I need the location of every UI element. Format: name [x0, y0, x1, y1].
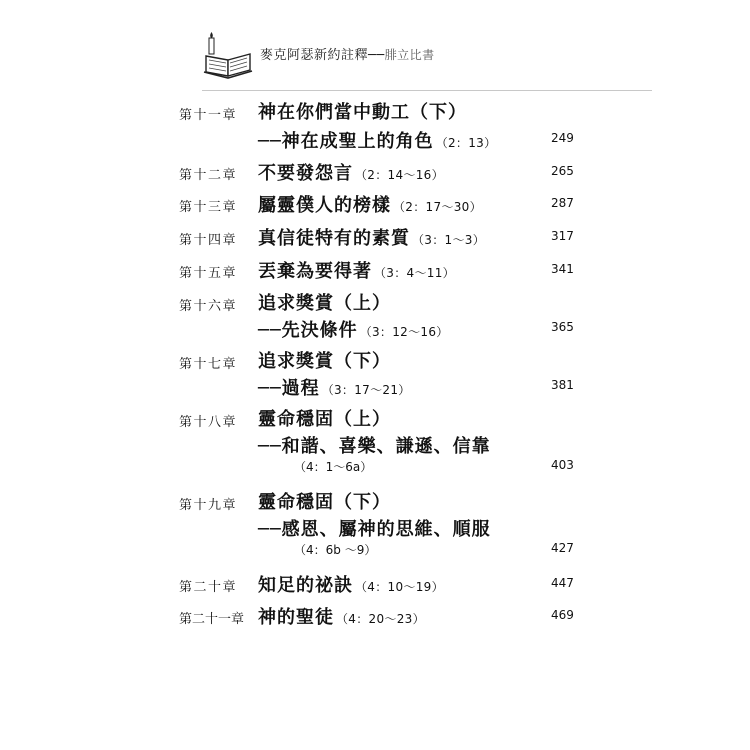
- chapter-title-line: [258, 347, 391, 373]
- book-title: 腓立比書: [384, 48, 435, 62]
- chapter-title: 知足的祕訣: [258, 575, 353, 596]
- chapter-subtitle-line: [258, 374, 411, 400]
- chapter-title-line: [258, 98, 467, 124]
- page-number: 365: [551, 320, 574, 334]
- chapter-number: 第十七章: [179, 357, 238, 372]
- chapter-subtitle: ──感恩、屬神的思維、順服: [258, 519, 491, 540]
- chapter-title-line: [258, 603, 425, 629]
- page-number: 381: [551, 378, 574, 392]
- chapter-number: 第十九章: [179, 498, 238, 513]
- chapter-subtitle: ──和諧、喜樂、謙遜、信靠: [258, 436, 491, 457]
- chapter-subtitle-line: [258, 515, 491, 541]
- page-number: 249: [551, 131, 574, 145]
- chapter-title: 神的聖徒: [258, 607, 334, 628]
- chapter-subtitle: ──神在成聖上的角色: [258, 131, 434, 152]
- page-number: 427: [551, 541, 574, 555]
- chapter-title-line: [258, 191, 482, 217]
- chapter-number: 第十八章: [179, 415, 238, 430]
- chapter-number: 第十四章: [179, 233, 238, 248]
- chapter-title-line: [258, 159, 444, 185]
- chapter-title-line: [258, 289, 391, 315]
- scripture-reference: （2：14～16）: [355, 168, 444, 182]
- scripture-reference: （2：17～30）: [393, 200, 482, 214]
- chapter-title: 追求獎賞（上）: [258, 293, 391, 314]
- scripture-reference: （4：6b ～9）: [294, 543, 377, 557]
- page-number: 403: [551, 458, 574, 472]
- chapter-title-line: [258, 571, 444, 597]
- scripture-reference: （3：4～11）: [374, 266, 455, 280]
- scripture-reference: （4：1～6a）: [294, 460, 373, 474]
- chapter-subtitle-line: [258, 432, 491, 458]
- chapter-number: 第十五章: [179, 266, 238, 281]
- scripture-reference: （4：10～19）: [355, 580, 444, 594]
- chapter-subtitle: ──先決條件: [258, 320, 358, 341]
- chapter-subtitle: ──過程: [258, 378, 320, 399]
- chapter-title: 真信徒特有的素質: [258, 228, 410, 249]
- page-number: 287: [551, 196, 574, 210]
- page-number: 447: [551, 576, 574, 590]
- chapter-number: 第二十一章: [179, 612, 245, 627]
- page-number: 317: [551, 229, 574, 243]
- chapter-number: 第十六章: [179, 299, 238, 314]
- scripture-reference: （3：12～16）: [359, 325, 449, 339]
- page-number: 341: [551, 262, 574, 276]
- chapter-number: 第二十章: [179, 580, 238, 595]
- header-dash: ──: [368, 48, 385, 63]
- chapter-title-line: [258, 257, 455, 283]
- scripture-reference: （4：20～23）: [336, 612, 425, 626]
- chapter-title-line: [258, 488, 391, 514]
- chapter-subtitle-line: [258, 127, 496, 153]
- page-number: 265: [551, 164, 574, 178]
- page-number: 469: [551, 608, 574, 622]
- scripture-reference: （3：1～3）: [412, 233, 486, 247]
- chapter-subtitle-line: [258, 316, 449, 342]
- book-series-title: 麥克阿瑟新約註釋: [260, 48, 369, 63]
- scripture-reference: （3：17～21）: [321, 383, 411, 397]
- chapter-title-line: [258, 224, 485, 250]
- chapter-number: 第十三章: [179, 200, 238, 215]
- chapter-title: 丟棄為要得著: [258, 261, 372, 282]
- chapter-number: 第十一章: [179, 108, 238, 123]
- chapter-title: 不要發怨言: [258, 163, 353, 184]
- chapter-title: 神在你們當中動工（下）: [258, 102, 467, 123]
- chapter-title-line: [258, 405, 391, 431]
- chapter-title: 靈命穩固（上）: [258, 409, 391, 430]
- chapter-title: 追求獎賞（下）: [258, 351, 391, 372]
- chapter-number: 第十二章: [179, 168, 238, 183]
- chapter-title: 靈命穩固（下）: [258, 492, 391, 513]
- scripture-reference: （2：13）: [435, 136, 497, 150]
- chapter-title: 屬靈僕人的榜樣: [258, 195, 391, 216]
